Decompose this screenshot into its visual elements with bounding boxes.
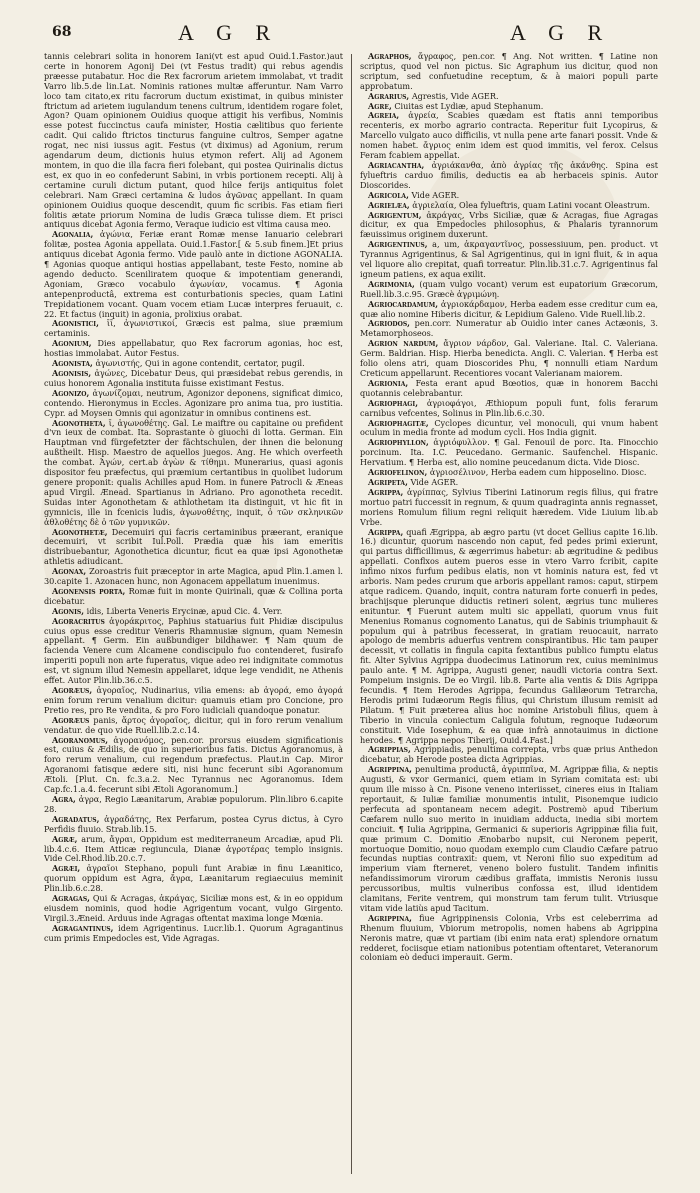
entry-text: (quam vulgo vocant) verum est eupatorium Græcorum, Ruell.lib.3.c.95. Græcè ἀγριμώνη. <box>360 278 658 299</box>
entry-text: ἀγριοκάρδαμον, Herba eadem esse creditur cum ea, quæ alio nomine Hiberis dicitur, & Lepidium Galeno. Vide Ruell.lib.2. <box>360 298 658 319</box>
entry-text: panis, ἄρτος ἀγοραῖος, dicitur, qui in foro rerum venalium vendatur. de quo vide Ruell.lib.2.c.14. <box>44 714 343 735</box>
entry-text: idem Agrigentinus. Lucr.lib.1. Quorum Agragantinus cum primis Empedocles est, Vide Agragas. <box>44 922 343 943</box>
running-head-left: A G R <box>178 20 280 45</box>
entry-text: ἀγώνες, Dicebatur Deus, qui præsidebat rebus gerendis, in cuius honorem Agonalia instituta fuisse existimant Festus. <box>44 368 343 388</box>
entry-text: Agrestis, Vide AGER. <box>411 90 499 101</box>
entry-headword: Agripeta, <box>368 476 408 487</box>
entry-headword: Agrippina, <box>368 912 412 923</box>
dictionary-entry <box>44 419 343 528</box>
page-number: 68 <box>52 24 72 40</box>
entry-text: ἀγωνίζομαι, neutrum, Agonizor deponens, significat dimico, contendo. Hieronymus in Eccles. Agonizare pro anima tua, pro iustitia. Cypr. ad Moysen Omnis qui agonizatur in omnibus continens est. <box>44 387 343 418</box>
dictionary-entry <box>360 339 658 379</box>
entry-headword: Agra, <box>52 793 76 804</box>
entry-text: quafi Ægrippa, ab ægro partu (vt docet Gellius capite 16.lib. 16.) dicuntur, quorum nascendo non caput, fed pedes primi exierunt, qui partus difficillimus, & ægerrimus habetur: ab ægritudine & pedibus appellati. Conflxos autem pueros esse in vtero Varro fcribit, capite infimo nixos furfum pedibus elatis, non vt hominis natura est, fed vt arboris. Nam pedes crurum que arboris appellant ramos: caput, stirpem atque radicem. Quando, inquit, contra naturam forte conuerfi in pedes, brachijsque plerunque diductis retineri solent, ægrius tunc mulieres enituntur. ¶ Fuerunt autem multi sic appellati, quorum vnus fuit Menenius Romanus cognomento Lanatus, qui de Sabinis triumphauit & populum qui à patribus fecesserat, in gratiam reuocauit, narrato apologo de membris aduerfus ventrem conspirantibus. Hic tam pauper decessit, vt collatis in fingula capita fextantibus publico fumptu elatus fit. Alter Sylvius Agrippa duodecimus Latinorum rex, cuius meminimus paulo ante. ¶ M. Agrippa, Augusti gener, naudli victoria contra Sext. Pompeium insignis. De eo Virgil. lib.8. Parte alia ventis & Diis Agrippa fecundis. ¶ Item Herodes Agrippa, fecundus Galilæorum Tetrarcha, Herodis primi Iudæorum Regis filius, qui Christum illusum remisit ad Pilatum. ¶ Fuit præterea alius hoc nomine Aristobuli filius, quem à Tiberio in vincula coniectum Caligula folutum, regnoque Iudæorum constituit. Vide Iosephum, & ea quæ infrà annotauimus in dictione herodes. ¶ Agrippa nepos Tiberij, Ouid.4.Fast.] <box>360 526 658 745</box>
entry-text: ἀγριάκανθα, ἀπὸ ἀγρίας τῆς ἀκάνθης. Spina est fylueftris carduo fimilis, deductis ea ab herbaceis spinis. Autor Dioscorides. <box>360 159 658 190</box>
entry-text: Decemuiri qui facris certaminibus præerant, eranique decemuiri, vt scribit Iul.Poll. Prædia quæ his iam emeritis distribuebantur, Agonothetica dicuntur, ficut ea quæ ipsi Agonothetæ athletis adiudicant. <box>44 526 343 567</box>
entry-text: a, um, ἀκραγαντῖνος, possessiuum, pen. product. vt Tyrannus Agrigentinus, & Sal Agrigentinus, qui in igni fluit, & in aqua vel liquore alio crepitat, quafi torreatur. Plin.lib.31.c.7. Agrigentinus fal igneum patiens, ex aqua exilit. <box>360 239 658 279</box>
entry-headword: Agriophagi, <box>368 397 419 408</box>
entry-text: arum, ἄγραι, Oppidum est mediterraneum Arcadiæ, apud Pli. lib.4.c.6. Item Atticæ regiuncula, Dianæ ἀγροτέρας templo insignis. Vide Cel.Rhod.lib.20.c.7. <box>44 833 343 864</box>
entry-headword: Agonisis, <box>52 368 92 378</box>
entry-headword: Agriofelinon, <box>368 467 428 478</box>
left-column <box>44 52 343 1177</box>
entry-headword: Agoranomus, <box>52 734 109 745</box>
entry-headword: Agre, <box>368 100 392 111</box>
entry-text: ἀγριελαία, Olea fylueftris, quam Latini vocant Oleastrum. <box>412 199 650 210</box>
entry-headword: Agriodos, <box>368 318 411 329</box>
entry-text: Ciuitas est Lydiæ, apud Stephanum. <box>394 100 544 111</box>
entry-headword: Agriophyllon, <box>368 437 429 448</box>
dictionary-entry <box>44 835 343 865</box>
entry-text: idis, Liberta Veneris Erycinæ, apud Cic. 4. Verr. <box>86 605 283 616</box>
dictionary-entry <box>360 765 658 914</box>
dictionary-entry <box>360 528 658 746</box>
entry-headword: Agoracritus <box>52 615 105 626</box>
entry-text: ἀγωνιστής, Qui in agone contendit, certator, pugil. <box>95 358 305 369</box>
dictionary-entry <box>360 300 658 320</box>
dictionary-entry <box>360 488 658 528</box>
entry-text: ἄγραφος, pen.cor. ¶ Ang. Not written. ¶ Latine non scriptus, quod vel non pictus. Sic Agraphum ius dicitur, quod non scriptum, sed confuetudine receptum, & à maiori populi parte approbatum. <box>360 52 658 91</box>
entry-headword: Agrarius, <box>368 90 410 101</box>
dictionary-entry <box>360 280 658 300</box>
entry-headword: Agrimonia, <box>368 278 415 289</box>
entry-headword: Agoræus, <box>52 685 93 695</box>
entry-text: ῑῑ, ἀγωνιστικοί, Græcis est palma, siue præmium certaminis. <box>44 318 343 339</box>
entry-headword: Agriophagitæ, <box>368 417 429 428</box>
entry-headword: Agragantinus, <box>52 922 114 933</box>
entry-headword: Agrion nardum, <box>368 338 439 349</box>
dictionary-entry <box>360 211 658 241</box>
entry-headword: Agrielæa, <box>368 199 410 210</box>
entry-text: Festa erant apud Bœotios, quæ in honorem Bacchi quotannis celebrabantur. <box>360 377 658 398</box>
entry-headword: Agriacantha, <box>368 159 425 170</box>
entry-headword: Agonax, <box>52 566 87 577</box>
entry-headword: Agrippina, <box>368 764 412 775</box>
right-column <box>360 52 658 1177</box>
entry-text: ἀγώνια, Feriæ erant Romæ mense Ianuario celebrari folitæ, postea Agonia appellata. Ouid.1.Fastor.[ & 5.sub finem.]Et prius antiquus dicebat Agonia fermo. Vide paulò ante in dictione AGONALIA. ¶ Agonias quoque antiqui hostias appellabant, teste Festo, nomine ab agendo deducto. Sceniliratem quoque & impotentiam generandi, Agoniam, Græco vocabulo ἀγωνίαν, vocamus. ¶ Agonia antepenproductâ, extrema est conturbationis species, quam Latini Trepidationem vocant. Quam vocem etiam Lucæ interpres feruauit, c. 22. Et factus (inquit) in agonia, prolixius orabat. <box>44 229 343 319</box>
dictionary-entry <box>44 567 343 587</box>
entry-headword: Agraphos, <box>368 52 412 61</box>
entry-headword: Agonothetæ, <box>52 526 108 537</box>
entry-text: ἀγοράκριτος, Paphius statuarius fuit Phidiæ discipulus cuius opus esse creditur Veneris Rhamnusiæ signum, quam Nemesin appellant. ¶ Germ. Ein außbundiger bildhawer. ¶ Nam quum de facienda Venere cum Alcamene condiscipulo fuo contenderet, fusirafo imperiti populi non arte fuperatus, vique adeo rei indignitate commotus est, vt signum illud Nemesin appellaret, idque lege vendidit, ne Athenis effet. Autor Plin.lib.36.c.5. <box>44 615 343 686</box>
entry-text: Agrippiadis, penultima correpta, vrbs quæ prius Anthedon dicebatur, ab Herode postea dicta Agrippias. <box>360 744 658 765</box>
page-header <box>0 20 700 50</box>
entry-headword: Agræi, <box>52 863 81 874</box>
dictionary-entry <box>360 111 658 161</box>
dictionary-entry <box>44 339 343 359</box>
dictionary-entry <box>44 894 343 924</box>
entry-headword: Agrippa, <box>368 486 404 497</box>
entry-text: fiue Agrippinensis Colonia, Vrbs est celeberrima ad Rhenum fluuium, Vbiorum metropolis, nomen habens ab Agrippina Neronis matre, quæ vt partiam (ibi enim nata erat) splendore ornatum redderet, fociisque etiam nationibus potentiam oftentaret, Veteranorum coloniam eò deduci imperauit. Germ. <box>360 912 658 963</box>
entry-text: ἀγρεία, Scabies quædam est ftatis anni temporibus recenteris, ex morbo agrario contracta. Reperitur fuit Lycopirus, & Marcello vulgato auco difficilis, vt nulla pene arte fanari possit. Vnde & nomen habet. ἄγριος enim idem est quod immitis, vel ferox. Celsus Feram fcabiem appellat. <box>360 110 658 161</box>
dictionary-entry <box>44 924 343 944</box>
entry-headword: Agonensis porta, <box>52 585 126 596</box>
entry-text: tannis celebrari solita in honorem Iani(vt est apud Ouid.1.Fastor.)aut certe in honorem Agonij Dei (vt Festus tradit) qui rebus agendis præesse putabatur. Hoc die Rex facrorum arietem immolabat, vt tradit Varro lib.5.de lin.Lat. Nominis rationes multæ afferuntur. Nam Varro loco tam citato,ex ritu facrorum ductum existimat, in quibus minister ftrictum ad arietem iugulandum tenens cultrum, identidem rogare folet, Agon? Quam opinionem Ouidius quoque attigit his verfibus, Nominis esse potest fuccinctus caufa minister, Hostia cælitibus quo feriente cadit. Qui calido ftrictos tincturus fanguine cultros, Semper agatne rogat, nec nisi iussus agit. Festus (vt diximus) ad Agonium, rerum agendarum deum, dictionis huius etymon refert. Alij ad Agonem montem, in quo die illa facra fieri folebant, qui postea Quirinalis dictus est, ex quo in eo confederunt Sabini, in vrbis portionem recepti. Alij à certamine curuli dictum putant, quod hilce ferijs antiquitus folet celebrari. Nam Græci certamina & ludos ἀγῶνας appellant. In quam opinionem Ouidius quoque descendit, quum fic scribis. Fas etiam fieri folitis ætate priorum Nomina de ludis Græca tulisse diem. Et prisci antiquus dicebat Agonia fermo, Veraque iudicio est vltima causa meo. <box>44 52 343 230</box>
dictionary-entry <box>44 528 343 568</box>
dictionary-entry <box>360 914 658 964</box>
entry-headword: Agricola, <box>368 189 409 200</box>
entry-headword: Agrionia, <box>368 377 409 388</box>
entry-text: ἀγορανόμος, pen.cor. prorsus eiusdem significationis est, cuius & Ædilis, de quo in superioribus fatis. Dictus Agoranomus, à foro rerum venalium, cui regendum præfectus. Plaut.in Cap. Miror Agoranomi fatisque ædere siti, nisi hunc fecerunt sibi Agoranomum Ætoli. [Plut. Cn. fc.3.a.2. Nec Tyrannus nec Agoranomus. Idem Cap.fc.1.a.4. fecerunt sibi Ætoli Agoranomum.] <box>44 734 343 795</box>
entry-headword: Agonium, <box>52 338 92 349</box>
entry-headword: Agoræus <box>52 714 90 725</box>
entry-text: penultima productâ, ἀγριππῖνα, M. Agrippæ filia, & neptis Augusti, & vxor Germanici, quem etiam in Syriam comitata est: ubi quum ille misso à Cn. Pisone veneno interiisset, cineres eius in Italiam reportauit, & Iuliæ familiæ monumentis intulit, Pisonemque iudicio perfecuta ad spontaneam necem adegit. Postremò apud Tiberium Cæfarem nullo suo merito in inuidiam adducta, inedia sibi mortem conciuit. ¶ Iulia Agrippina, Germanici & superioris Agrippinæ filia fuit, quæ primum C. Domitio Ænobarbo nupsit, cui Neronem peperit, mortuoque Domitio, nouo quodam exemplo cum Claudio Cæfare patruo fecundas nuptias contraxit: quem, vt Neroni filio suo expeditum ad imperium viam fterneret, veneno bolero fustulit. Tandem infinitis nefandissimorum virorum cædibus graffata, immistis Neronis iussu percussoribus, multis vulneribus confossa est, illud identidem clamitans, Ferite ventrem, qui monstrum tam ferum tulit. Vtriusque vitam vide latiùs apud Tacitum. <box>360 764 658 913</box>
dictionary-entry <box>360 419 658 439</box>
entry-headword: Agonis, <box>52 605 85 616</box>
dictionary-entry <box>44 230 343 319</box>
dictionary-entry <box>360 52 658 92</box>
dictionary-entry <box>360 438 658 468</box>
entry-headword: Agriocardamum, <box>368 298 439 309</box>
dictionary-entry <box>44 389 343 419</box>
dictionary-entry <box>360 745 658 765</box>
entry-text: ἄγριον νάρδον, Gal. Valeriane. Ital. C. Valeriana. Germ. Baldrian. Hisp. Hierba benedicta. Angli. C. Valerian. ¶ Herba est folio olens atri, quam Dioscorides Phu, ¶ nonnulli etiam Nardum Creticum appellarunt. Recentiores vocant Valerianam maiorem. <box>360 338 658 378</box>
dictionary-entry <box>44 815 343 835</box>
dictionary-entry <box>44 736 343 795</box>
column-divider <box>351 54 352 1174</box>
entry-headword: Agreia, <box>368 110 400 121</box>
dictionary-entry <box>360 399 658 419</box>
entry-headword: Agrigentinus, <box>368 239 428 250</box>
entry-text: Vide AGER. <box>410 476 459 487</box>
entry-text: Qui & Acragas, ἀκράγας, Siciliæ mons est, & in eo oppidum eiusdem nominis, quod hodie Agrigentum vocant, vulgo Girgento. Virgil.3.Æneid. Arduus inde Agragas oftentat maxima longe Mœnia. <box>44 893 343 923</box>
entry-text: Dies appellabatur, quo Rex facrorum agonias, hoc est, hostias immolabat. Autor Festus. <box>44 338 343 359</box>
dictionary-entry <box>44 617 343 686</box>
entry-text: ἀγρίππας, Sylvius Tiberini Latinorum regis filius, qui fratre mortuo patri fuccessit in regnum, & quum quadraginta annis regnasset, moriens Romulum filium regni reliquit hæredem. Vide Liuium lib.ab Vrbe. <box>360 486 658 527</box>
dictionary-entry <box>360 240 658 280</box>
entry-text: ἀγριοφάγοι, Æthiopum populi funt, folis ferarum carnibus vefcentes, Solinus in Plin.lib.6.c.30. <box>360 397 658 418</box>
entry-text: ἀγρα, Regio Læanitarum, Arabiæ populorum. Plin.libro 6.capite 28. <box>44 793 343 814</box>
entry-headword: Agrigentum, <box>368 209 422 220</box>
dictionary-entry <box>44 795 343 815</box>
dictionary-entry <box>44 864 343 894</box>
entry-text: ἀγριόφυλλον. ¶ Gal. Fenouil de porc. Ita. Finocchio porcinum. Ita. I.C. Peucedano. Germanic. Saufenchel. Hispanic. Hervatium. ¶ Herba est, alio nomine peucedanum dicta. Vide Diosc. <box>360 437 658 468</box>
entry-headword: Agonistici, <box>52 318 99 329</box>
entry-text: ἀγοραῖος, Nudinarius, vilia emens: ab ἀγορά, emo ἀγορά enim forum rerum venalium dicitur: quamuis etiam pro Concione, pro Pretio res, pro Re vendita, & pro Foro iudiciali quandoque ponatur. <box>44 685 343 715</box>
dictionary-entry <box>360 379 658 399</box>
dictionary-entry <box>360 319 658 339</box>
dictionary-entry <box>44 369 343 389</box>
dictionary-entry <box>44 716 343 736</box>
entry-headword: Agonista, <box>52 358 93 369</box>
entry-headword: Agragas, <box>52 893 90 904</box>
entry-headword: Agrippa, <box>368 526 404 537</box>
running-head-right: A G R <box>510 20 612 45</box>
entry-headword: Agræ, <box>52 833 78 844</box>
dictionary-entry <box>44 319 343 339</box>
entry-text: pen.corr. Numeratur ab Ouidio inter canes Actæonis, 3. Metamorphoseos. <box>360 318 658 339</box>
dictionary-entry <box>44 587 343 607</box>
entry-headword: Agonotheta, <box>52 417 106 428</box>
entry-headword: Agrippias, <box>368 744 411 755</box>
entry-text: ἀγριοσέλινον, Herba eadem cum hipposelino. Diosc. <box>429 467 647 478</box>
entry-headword: Agradatus, <box>52 813 100 824</box>
entry-text: ἀγραδάτης, Rex Perfarum, postea Cyrus dictus, à Cyro Perfidis fluuio. Strab.lib.15. <box>44 813 343 834</box>
entry-headword: Agonizo, <box>52 387 90 398</box>
entry-text: Cyclopes dicuntur, vel monoculi, qui vnum habent oculum in media fronte ad modum cycli. Hos India gignit. <box>360 417 658 438</box>
entry-text: ἀγραῖοι Stephano, populi funt Arabiæ in finu Læanitico, quorum oppidum est Agra, ἄγρα, Læanitarum regiaecuius meminit Plin.lib.6.c.28. <box>44 863 343 894</box>
entry-text: ἀκράγας, Vrbs Siciliæ, quæ & Acragas, fiue Agragas dicitur, ex qua Empedocles philosophus, & Phalaris tyrannorum fæuissimus originem duxerunt. <box>360 209 658 240</box>
entry-text: Vide AGER. <box>411 189 460 200</box>
entry-text: Zoroastris fuit præceptor in arte Magica, apud Plin.1.amen l. 30.capite 1. Azonacen hunc, non Agonacem appellatum inuenimus. <box>44 566 343 587</box>
dictionary-entry <box>44 52 343 230</box>
entry-text: Romæ fuit in monte Quirinali, quæ & Collina porta dicebatur. <box>44 585 343 606</box>
entry-text: ῑ, ἀγωνοθέτης. Gal. Le maiftre ou capitaine ou prefident d'vn ieux de combat. Ita. Soprastante ò giuochi di lotta. German. Ein Hauptman vnd fürgefetzter der fächtschulen, der ihnen die belonung außtheilt. Hisp. Maestro de aquellos juegos. Ang. He which overfeeth the combat. Ἀγών, cert.ab ἀγὼν & τίθημι. Munerarius, quasi agonis dispositor feu præfectus, qui præmium certantibus in quolibet ludorum genere proponit: qualis Achilles apud Hom. in funere Patrocli & Æneas apud Virgil. Ænead. Spartianus in Adriano. Pro agonotheta recedit. Suidas inter Agonothetam & athlothetam ita distinguit, vt hic fit in gymnicis, ille in fcenicis ludis, ἀγωνοθέτης, inquit, ὁ τῶν σκληνικῶν ἀθλοθέτης δὲ ὁ τῶν γυμνικῶν. <box>44 417 343 527</box>
dictionary-entry <box>360 161 658 191</box>
dictionary-entry <box>44 686 343 716</box>
entry-headword: Agonalia, <box>52 229 94 240</box>
